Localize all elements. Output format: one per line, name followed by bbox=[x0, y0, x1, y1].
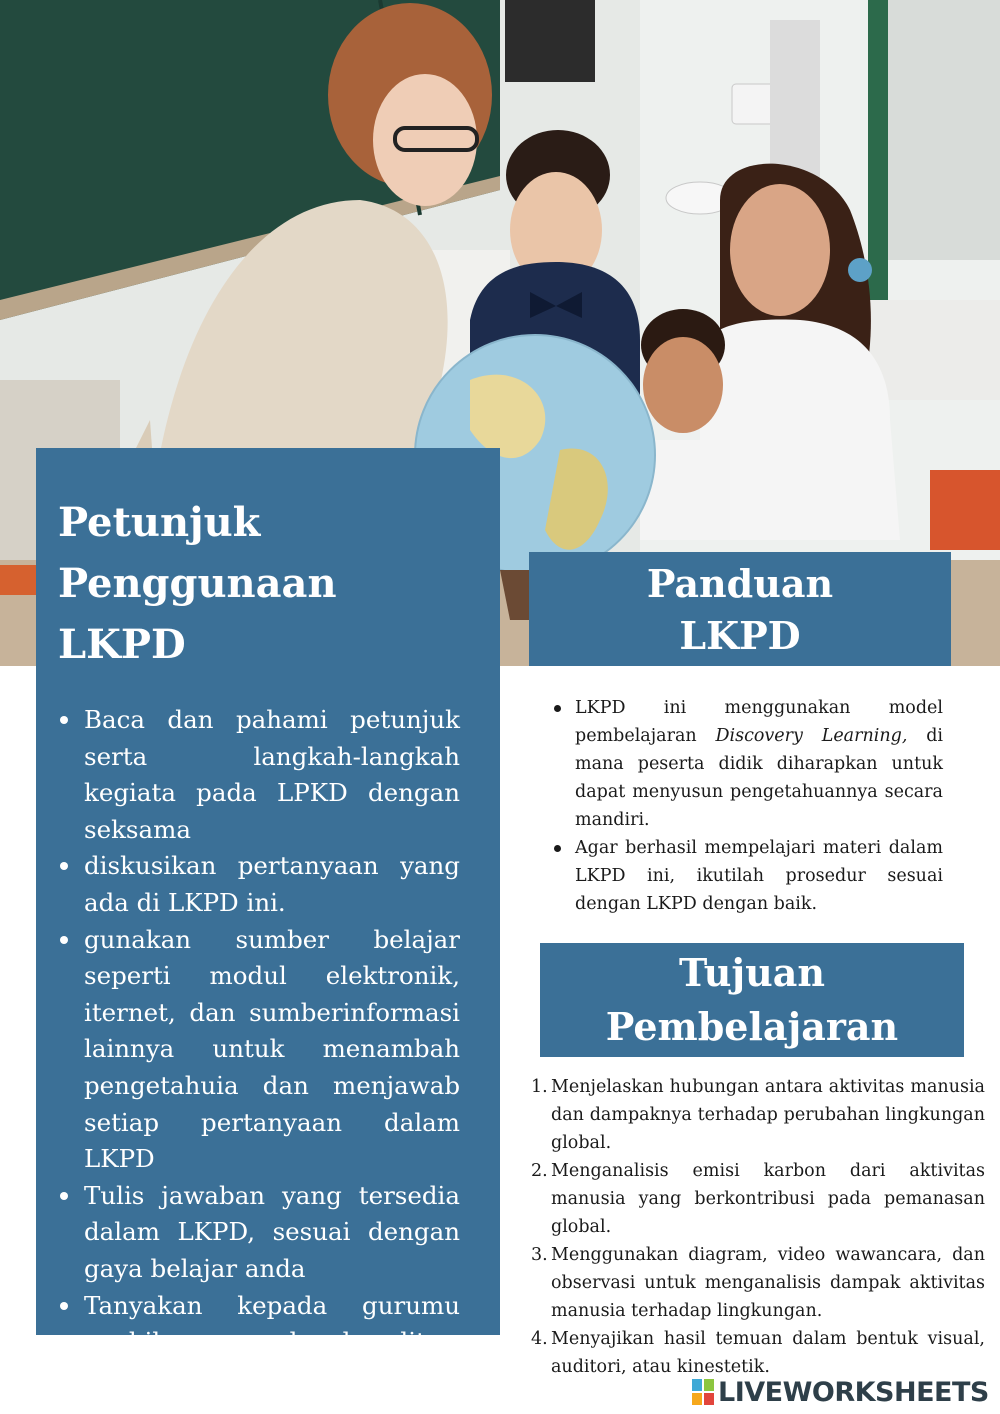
objective-text: Menggunakan diagram, video wawancara, dan observasi untuk menganalisis dampak aktivitas manusia terhadap lingkungan. bbox=[551, 1245, 985, 1321]
guide-title-line: Panduan bbox=[646, 561, 834, 606]
instructions-title-line: Penggunaan bbox=[58, 560, 337, 607]
guide-item-text: di mana peserta didik diharapkan untuk dapat menyusun pengetahuannya secara mandiri. bbox=[575, 726, 943, 830]
objectives-header bbox=[540, 943, 964, 1057]
instructions-title-line: LKPD bbox=[58, 621, 186, 668]
objective-item bbox=[531, 1241, 985, 1325]
objectives-title-line: Tujuan bbox=[678, 950, 826, 995]
instruction-item: gunakan sumber belajar seperti modul elektronik, iternet, dan sumberinformasi lainnya untuk menambah pengetahuia dan menjawab setiap pertanyaan dalam LKPD bbox=[84, 922, 460, 1178]
liveworksheets-logo[interactable] bbox=[692, 1375, 992, 1409]
objectives-list bbox=[531, 1073, 985, 1381]
guide-item bbox=[575, 694, 943, 834]
objective-text: Menganalisis emisi karbon dari aktivitas manusia yang berkontribusi pada pemanasan global. bbox=[551, 1161, 985, 1237]
objective-item bbox=[531, 1157, 985, 1241]
guide-header bbox=[529, 552, 951, 666]
instruction-item: Tulis jawaban yang tersedia dalam LKPD, sesuai dengan gaya belajar anda bbox=[84, 1178, 460, 1288]
objective-number: 4. bbox=[531, 1329, 548, 1349]
objective-text: Menyajikan hasil temuan dalam bentuk visual, auditori, atau kinestetik. bbox=[551, 1329, 985, 1377]
objective-number: 2. bbox=[531, 1161, 548, 1181]
guide-item: Agar berhasil mempelajari materi dalam LKPD ini, ikutilah prosedur sesuai dengan LKPD dengan baik. bbox=[575, 834, 943, 918]
guide-item-italic: Discovery Learning, bbox=[715, 726, 908, 746]
instructions-title-line: Petunjuk bbox=[58, 499, 261, 546]
guide-list bbox=[575, 694, 943, 918]
instruction-item: Baca dan pahami petunjuk serta langkah-langkah kegiata pada LPKD dengan seksama bbox=[84, 702, 460, 848]
objective-item bbox=[531, 1325, 985, 1381]
instructions-list bbox=[84, 702, 460, 1361]
instructions-title bbox=[58, 492, 458, 675]
liveworksheets-logo-icon bbox=[692, 1379, 714, 1405]
objective-number: 1. bbox=[531, 1077, 548, 1097]
liveworksheets-logo-text: LIVEWORKSHEETS bbox=[718, 1376, 989, 1408]
instruction-item: diskusikan pertanyaan yang ada di LKPD ini. bbox=[84, 848, 460, 921]
instruction-item: Tanyakan kepada gurumu apabila menemukan kesulitan bbox=[84, 1288, 460, 1361]
objective-number: 3. bbox=[531, 1245, 548, 1265]
objective-item bbox=[531, 1073, 985, 1157]
guide-item-text: LKPD ini menggunakan model pembelajaran bbox=[575, 698, 943, 746]
objective-text: Menjelaskan hubungan antara aktivitas manusia dan dampaknya terhadap perubahan lingkungan global. bbox=[551, 1077, 985, 1153]
objectives-title-line: Pembelajaran bbox=[605, 1004, 899, 1049]
guide-title-line: LKPD bbox=[679, 613, 801, 658]
